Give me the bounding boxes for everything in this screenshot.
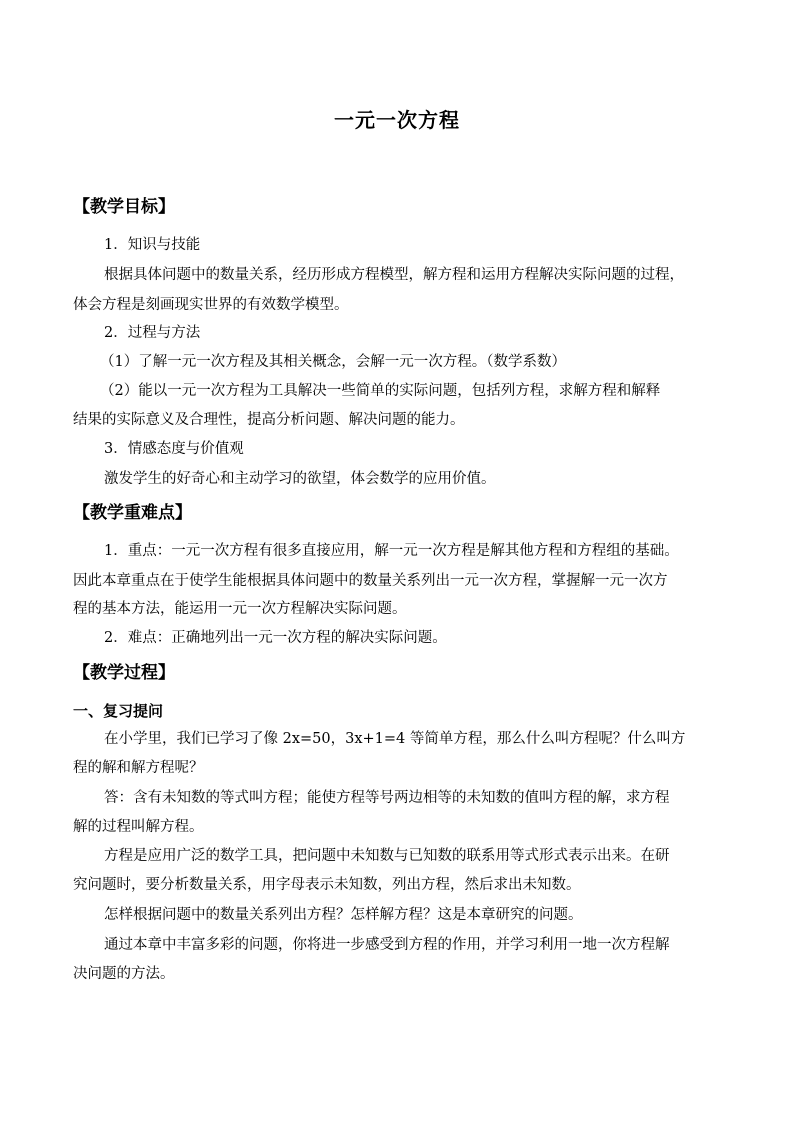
process-paragraph-1-line2: 程的解和解方程呢？ xyxy=(73,760,204,776)
section-heading-key-points: 【教学重难点】 xyxy=(73,503,192,523)
process-paragraph-5-line2: 决问题的方法。 xyxy=(73,966,175,982)
process-paragraph-3-line2: 究问题时，要分析数量关系，用字母表示未知数，列出方程，然后求出未知数。 xyxy=(73,877,581,893)
objective-2-title: 2．过程与方法 xyxy=(104,325,201,341)
process-paragraph-2-line2: 解的过程叫解方程。 xyxy=(73,819,204,835)
key-point-1-line2: 因此本章重点在于使学生能根据具体问题中的数量关系列出一元一次方程，掌握解一元一次方 xyxy=(73,573,668,589)
process-paragraph-3-line1: 方程是应用广泛的数学工具，把问题中未知数与已知数的联系用等式形式表示出来。在研 xyxy=(104,848,670,864)
process-paragraph-1-line1: 在小学里，我们已学习了像 2x=50，3x+1=4 等简单方程，那么什么叫方程呢？什么叫方 xyxy=(104,731,686,747)
section-heading-process: 【教学过程】 xyxy=(73,663,175,683)
objective-3-text: 激发学生的好奇心和主动学习的欲望，体会数学的应用价值。 xyxy=(104,471,496,487)
section-heading-objectives: 【教学目标】 xyxy=(73,197,175,217)
key-point-1-line3: 程的基本方法，能运用一元一次方程解决实际问题。 xyxy=(73,601,407,617)
objective-2-point2-line2: 结果的实际意义及合理性，提高分析问题、解决问题的能力。 xyxy=(73,412,465,428)
objective-2-point2-line1: （2）能以一元一次方程为工具解决一些简单的实际问题，包括列方程，求解方程和解释 xyxy=(100,383,661,399)
objective-1-text-line2: 体会方程是刻画现实世界的有效数学模型。 xyxy=(73,297,349,313)
objective-1-title: 1．知识与技能 xyxy=(104,237,201,253)
document-title: 一元一次方程 xyxy=(334,108,460,132)
objective-2-point1: （1）了解一元一次方程及其相关概念，会解一元一次方程。（数学系数） xyxy=(100,354,566,370)
key-point-1-line1: 1．重点：一元一次方程有很多直接应用，解一元一次方程是解其他方程和方程组的基础。 xyxy=(104,543,679,559)
process-subheading: 一、复习提问 xyxy=(73,702,164,720)
process-paragraph-4: 怎样根据问题中的数量关系列出方程？怎样解方程？这是本章研究的问题。 xyxy=(104,907,583,923)
process-paragraph-5-line1: 通过本章中丰富多彩的问题，你将进一步感受到方程的作用，并学习利用一地一次方程解 xyxy=(104,937,670,953)
key-point-2: 2．难点：正确地列出一元一次方程的解决实际问题。 xyxy=(104,630,447,646)
process-paragraph-2-line1: 答：含有未知数的等式叫方程；能使方程等号两边相等的未知数的值叫方程的解，求方程 xyxy=(104,790,670,806)
objective-3-title: 3．情感态度与价值观 xyxy=(104,441,244,457)
objective-1-text-line1: 根据具体问题中的数量关系，经历形成方程模型，解方程和运用方程解决实际问题的过程， xyxy=(104,267,684,283)
